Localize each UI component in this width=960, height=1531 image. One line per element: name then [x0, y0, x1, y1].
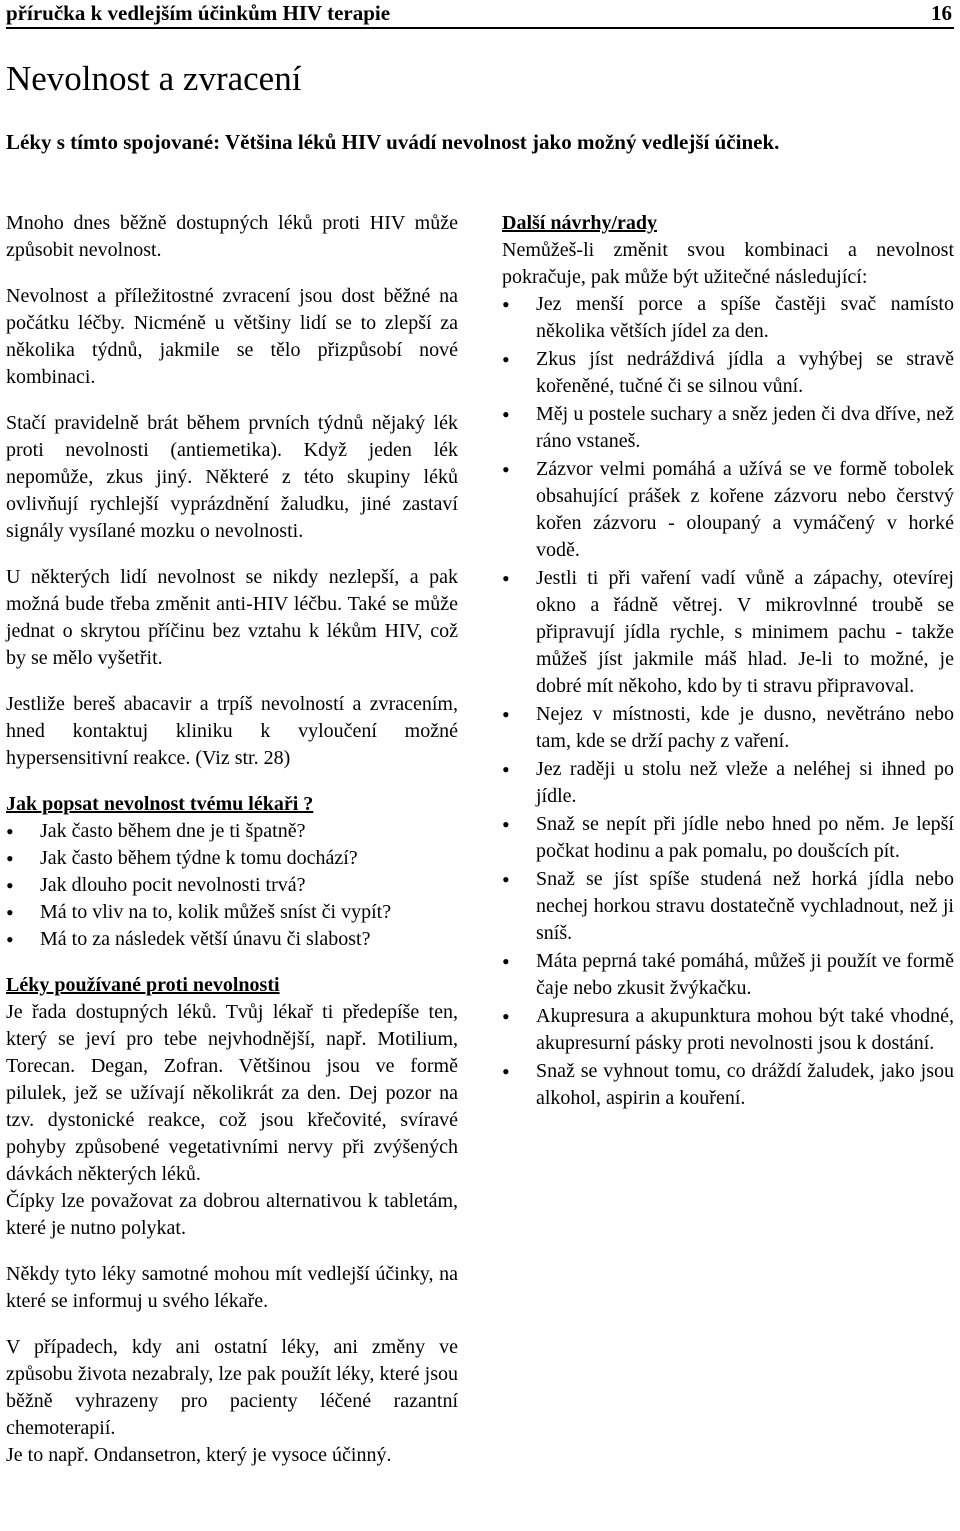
tips-heading: Další návrhy/rady [502, 212, 658, 234]
left-column [6, 210, 458, 1469]
tips-list [502, 291, 954, 1112]
page-number: 16 [931, 1, 952, 25]
list-item: • Jak dlouho pocit nevolnosti trvá? [6, 872, 458, 899]
paragraph-ondansetron: Je to např. Ondansetron, který je vysoce účinný. [6, 1444, 392, 1466]
list-item: • Jestli ti při vaření vadí vůně a zápachy, otevírej okno a řádně větrej. V mikrovlnné troubě se připravují jídla rychle, s minimem pachu - takže můžeš jíst jakmile máš hlad. Je-li to možné, je dobré mít někoho, kdo by ti stravu připravoval. [502, 565, 954, 700]
paragraph-suppositories: Čípky lze považovat za dobrou alternativou k tabletám, které je nutno polykat. [6, 1190, 458, 1239]
list-item: • Akupresura a akupunktura mohou být také vhodné, akupresurní pásky proti nevolnosti jsou k dostání. [502, 1003, 954, 1057]
list-item: • Snaž se nepít při jídle nebo hned po něm. Je lepší počkat hodinu a pak pomalu, po doušcích pít. [502, 811, 954, 865]
related-drugs-line: Léky s tímto spojované: Většina léků HIV uvádí nevolnost jako možný vedlejší účinek. [6, 130, 780, 154]
right-column [502, 210, 954, 1113]
list-item: • Nejez v místnosti, kde je dusno, nevětráno nebo tam, kde se drží pachy z vaření. [502, 701, 954, 755]
paragraph-intro: Mnoho dnes běžně dostupných léků proti HIV může způsobit nevolnost. [6, 212, 458, 261]
drugs-heading: Léky používané proti nevolnosti [6, 974, 280, 996]
running-header [6, 0, 954, 29]
list-item: • Měj u postele suchary a sněz jeden či dva dříve, než ráno vstaneš. [502, 401, 954, 455]
list-item: • Snaž se jíst spíše studená než horká jídla nebo nechej horkou stravu dostatečně vychladnout, než ji sníš. [502, 866, 954, 947]
list-item: • Jez raději u stolu než vleže a neléhej si ihned po jídle. [502, 756, 954, 810]
list-item: • Jak často během týdne k tomu dochází? [6, 845, 458, 872]
paragraph-persistent: U některých lidí nevolnost se nikdy nezlepší, a pak možná bude třeba změnit anti-HIV léčbu. Také se může jednat o skrytou příčinu bez vztahu k lékům HIV, což by se mělo vyšetřit. [6, 566, 458, 669]
list-item: • Zkus jíst nedráždivá jídla a vyhýbej se stravě kořeněné, tučné či se silnou vůní. [502, 346, 954, 400]
paragraph-side-effects: Někdy tyto léky samotné mohou mít vedlejší účinky, na které se informuj u svého lékaře. [6, 1263, 458, 1312]
paragraph-drugs: Je řada dostupných léků. Tvůj lékař ti předepíše ten, který se jeví pro tebe nejvhodnější, např. Motilium, Torecan. Degan, Zofran. Většinou jsou ve formě pilulek, jež se užívají několikrát za den. Dej pozor na tzv. dystonické reakce, což jsou křečovité, svíravé pohyby způsobené vegetativními nervy při zvýšených dávkách některých léků. [6, 1001, 458, 1185]
describe-heading: Jak popsat nevolnost tvému lékaři ? [6, 793, 314, 815]
paragraph-abacavir: Jestliže bereš abacavir a trpíš nevolností a zvracením, hned kontaktuj kliniku k vyloučení možné hypersensitivní reakce. (Viz str. 28) [6, 693, 458, 769]
handbook-title: příručka k vedlejším účinkům HIV terapie [6, 1, 391, 25]
list-item: • Jez menší porce a spíše častěji svač namísto několika větších jídel za den. [502, 291, 954, 345]
list-item: • Máta peprná také pomáhá, můžeš ji použít ve formě čaje nebo zkusit žvýkačku. [502, 948, 954, 1002]
paragraph-chemotherapy: V případech, kdy ani ostatní léky, ani změny ve způsobu života nezabraly, lze pak použít léky, které jsou běžně vyhrazeny pro pacienty léčené razantní chemoterapií. [6, 1336, 458, 1439]
list-item: • Má to za následek větší únavu či slabost? [6, 926, 458, 953]
tips-intro: Nemůžeš-li změnit svou kombinaci a nevolnost pokračuje, pak může být užitečné následující: [502, 239, 954, 288]
paragraph-antiemetics: Stačí pravidelně brát během prvních týdnů nějaký lék proti nevolnosti (antiemetika). Když jeden lék nepomůže, zkus jiný. Některé z této skupiny léků ovlivňují rychlejší vyprázdnění žaludku, jiné zastaví signály vysílané mozku o nevolnosti. [6, 412, 458, 542]
list-item: • Snaž se vyhnout tomu, co dráždí žaludek, jako jsou alkohol, aspirin a kouření. [502, 1058, 954, 1112]
page-title: Nevolnost a zvracení [6, 59, 302, 98]
paragraph-onset: Nevolnost a příležitostné zvracení jsou dost běžné na počátku léčby. Nicméně u většiny lidí se to zlepší za několika týdnů, jakmile se tělo přizpůsobí nové kombinaci. [6, 285, 458, 388]
list-item: • Zázvor velmi pomáhá a užívá se ve formě tobolek obsahující prášek z kořene zázvoru nebo čerstvý kořen zázvoru - oloupaný a vymáčený v horké vodě. [502, 456, 954, 564]
list-item: • Má to vliv na to, kolik můžeš sníst či vypít? [6, 899, 458, 926]
describe-list [6, 818, 458, 953]
list-item: • Jak často během dne je ti špatně? [6, 818, 458, 845]
